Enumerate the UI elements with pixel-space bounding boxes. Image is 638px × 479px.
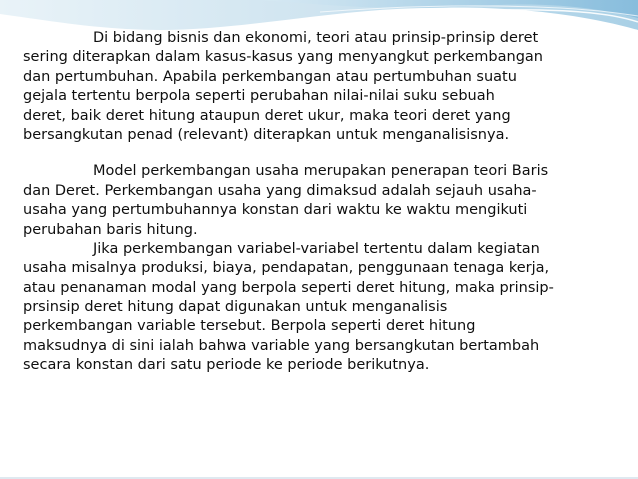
paragraph-gap bbox=[23, 145, 623, 162]
body-text bbox=[23, 29, 623, 376]
text-line: atau penanaman modal yang berpola seperti deret hitung, maka prinsip- bbox=[23, 279, 554, 296]
text-line: dan pertumbuhan. Apabila perkembangan atau pertumbuhan suatu bbox=[23, 68, 517, 85]
text-line: Jika perkembangan variabel-variabel tertentu dalam kegiatan bbox=[93, 240, 540, 257]
text-line: dan Deret. Perkembangan usaha yang dimaksud adalah sejauh usaha- bbox=[23, 182, 537, 199]
paragraph-3 bbox=[23, 240, 623, 376]
text-line: sering diterapkan dalam kasus-kasus yang menyangkut perkembangan bbox=[23, 49, 543, 66]
text-line: Model perkembangan usaha merupakan penerapan teori Baris bbox=[93, 163, 549, 180]
text-line: perkembangan variable tersebut. Berpola seperti deret hitung bbox=[23, 318, 476, 335]
text-line: maksudnya di sini ialah bahwa variable yang bersangkutan bertambah bbox=[23, 337, 540, 354]
text-line: prsinsip deret hitung dapat digunakan untuk menganalisis bbox=[23, 299, 448, 316]
text-line: deret, baik deret hitung ataupun deret ukur, maka teori deret yang bbox=[23, 107, 511, 124]
text-line: bersangkutan penad (relevant) diterapkan untuk menganalisisnya. bbox=[23, 126, 510, 143]
paragraph-1 bbox=[23, 29, 623, 145]
text-line: usaha misalnya produksi, biaya, pendapatan, penggunaan tenaga kerja, bbox=[23, 260, 550, 277]
text-line: gejala tertentu berpola seperti perubahan nilai-nilai suku sebuah bbox=[23, 88, 495, 105]
paragraph-2 bbox=[23, 162, 623, 240]
text-line: perubahan baris hitung. bbox=[23, 221, 198, 238]
text-line: secara konstan dari satu periode ke periode berikutnya. bbox=[23, 357, 430, 374]
text-line: Di bidang bisnis dan ekonomi, teori atau prinsip-prinsip deret bbox=[93, 30, 539, 46]
text-line: usaha yang pertumbuhannya konstan dari waktu ke waktu mengikuti bbox=[23, 202, 528, 219]
